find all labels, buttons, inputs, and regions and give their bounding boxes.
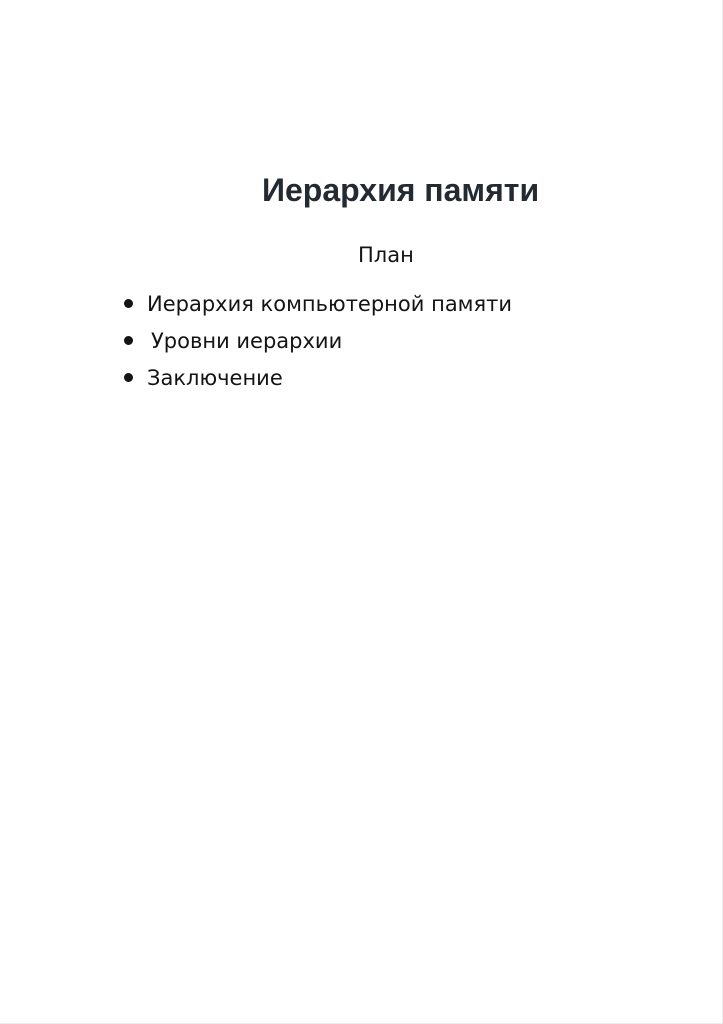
list-item-text: Уровни иерархии: [151, 328, 343, 353]
plan-list: [122, 285, 512, 396]
bullet-icon: [124, 373, 133, 382]
bullet-icon: [124, 299, 133, 308]
page-title: Иерархия памяти: [262, 172, 540, 208]
bullet-icon: [124, 336, 133, 345]
list-item: [122, 322, 512, 359]
list-item: [122, 359, 512, 396]
list-item: [122, 285, 512, 322]
list-item-text: Иерархия компьютерной памяти: [147, 291, 513, 316]
plan-heading: План: [358, 243, 414, 267]
list-item-text: Заключение: [147, 365, 283, 390]
